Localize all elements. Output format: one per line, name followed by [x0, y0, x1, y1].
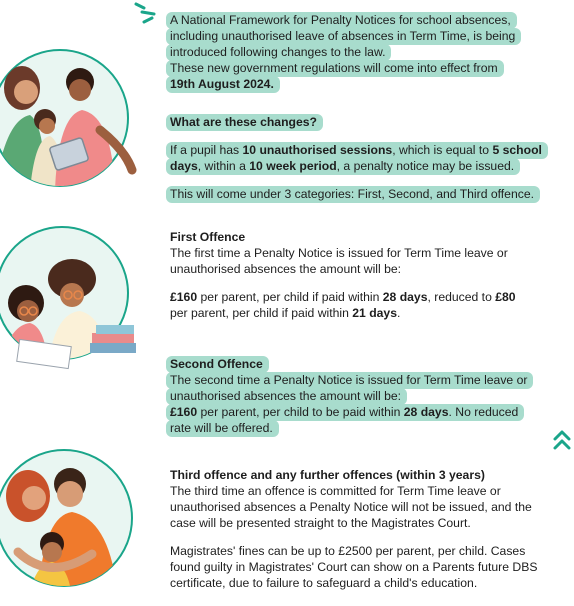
second-offence-line-1: The second time a Penalty Notice is issued for Term Time leave or — [166, 372, 533, 389]
second-offence-section — [170, 356, 533, 436]
intro-line-4: These new government regulations will come into effect from — [166, 60, 504, 77]
sparkle-icon — [132, 0, 166, 26]
magistrates-line-1: Magistrates' fines can be up to £2500 per parent, per child. Cases — [170, 544, 526, 558]
changes-line-2: days, within a 10 week period, a penalty notice may be issued. — [166, 158, 520, 175]
intro-section — [170, 12, 521, 92]
first-offence-amount-1: £160 per parent, per child if paid within 28 days, reduced to £80 — [170, 290, 516, 304]
second-offence-line-4: rate will be offered. — [166, 420, 279, 437]
effective-date: 19th August 2024. — [166, 76, 280, 93]
father-hugging-children-illustration — [0, 432, 150, 606]
third-offence-section — [170, 467, 537, 591]
magistrates-line-2: found guilty in Magistrates' Court can show on a Parents future DBS — [170, 560, 538, 574]
double-chevron-up-icon — [552, 428, 572, 452]
first-offence-heading: First Offence — [170, 230, 246, 244]
first-offence-section — [170, 229, 516, 321]
children-studying-illustration — [0, 215, 150, 385]
changes-section — [170, 114, 548, 202]
intro-line-2: including unauthorised leave of absences in Term Time, is being — [166, 28, 521, 45]
first-offence-line-2: unauthorised absences the amount will be: — [170, 262, 402, 276]
first-offence-amount-2: per parent, per child if paid within 21 days. — [170, 306, 401, 320]
intro-line-1: A National Framework for Penalty Notices for school absences, — [166, 12, 517, 29]
second-offence-amount: £160 per parent, per child to be paid within 28 days. No reduced — [166, 404, 524, 421]
third-offence-line-3: case will be presented straight to the Magistrates Court. — [170, 516, 471, 530]
second-offence-heading: Second Offence — [166, 356, 269, 373]
third-offence-heading: Third offence and any further offences (within 3 years) — [170, 468, 485, 482]
first-offence-line-1: The first time a Penalty Notice is issued for Term Time leave or — [170, 246, 508, 260]
third-offence-line-1: The third time an offence is committed for Term Time leave or — [170, 484, 501, 498]
family-tablet-illustration — [0, 30, 150, 200]
changes-line-1: If a pupil has 10 unauthorised sessions, which is equal to 5 school — [166, 142, 548, 159]
categories-text: This will come under 3 categories: First, Second, and Third offence. — [166, 186, 540, 203]
second-offence-line-2: unauthorised absences the amount will be: — [166, 388, 407, 405]
changes-heading: What are these changes? — [166, 114, 323, 131]
intro-line-3: introduced following changes to the law. — [166, 44, 391, 61]
third-offence-line-2: unauthorised absences a Penalty Notice will not be issued, and the — [170, 500, 532, 514]
magistrates-line-3: certificate, due to failure to safeguard a child's education. — [170, 576, 478, 590]
